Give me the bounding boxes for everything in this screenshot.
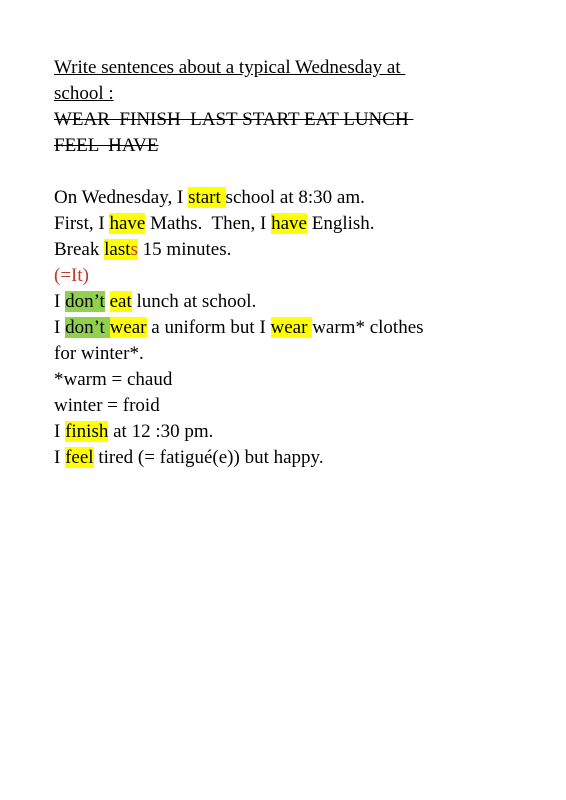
- instruction-line-1: Write sentences about a typical Wednesday at: [54, 57, 406, 78]
- highlighted-verb: have: [271, 213, 307, 234]
- sentence-text: On Wednesday, I: [54, 187, 189, 208]
- verb-ending-s: s: [130, 239, 138, 260]
- sentence-text: tired (= fatigué(e)) but happy.: [93, 447, 324, 468]
- sentence-text: 15 minutes.: [137, 239, 232, 260]
- sentence-2: [54, 211, 534, 237]
- blank-line: [54, 159, 534, 185]
- negation-highlight: don’t: [65, 291, 105, 312]
- sentence-4: [54, 289, 534, 315]
- sentence-1: [54, 185, 534, 211]
- sentence-text: a uniform but I: [146, 317, 271, 338]
- sentence-text: Maths. Then, I: [145, 213, 272, 234]
- subject-note: (=It): [54, 265, 89, 286]
- sentence-7: [54, 445, 534, 471]
- highlighted-verb: have: [109, 213, 146, 234]
- sentence-6: [54, 419, 534, 445]
- sentence-text: I: [54, 317, 66, 338]
- sentence-5: [54, 315, 534, 341]
- sentence-text: First, I: [54, 213, 110, 234]
- glossary-warm: *warm = chaud: [54, 369, 173, 390]
- highlighted-verb: wear: [270, 317, 313, 338]
- sentence-text: warm* clothes: [312, 317, 424, 338]
- sentence-text: I: [54, 421, 66, 442]
- sentence-text: English.: [306, 213, 375, 234]
- highlighted-verb: start: [188, 187, 226, 208]
- sentence-text: Break: [54, 239, 105, 260]
- glossary-winter: winter = froid: [54, 395, 160, 416]
- highlighted-verb: eat: [109, 291, 132, 312]
- highlighted-verb: feel: [65, 447, 94, 468]
- word-bank-line-1: WEAR FINISH LAST START EAT LUNCH: [54, 109, 414, 130]
- sentence-5-continued: for winter*.: [54, 343, 144, 364]
- highlighted-verb: [104, 239, 138, 260]
- worksheet-page: [54, 55, 534, 471]
- instruction-line-2: school :: [54, 83, 114, 104]
- negation-highlight: don’t: [65, 317, 110, 338]
- sentence-text: lunch at school.: [131, 291, 257, 312]
- highlighted-verb: wear: [109, 317, 147, 338]
- sentence-text: [105, 291, 110, 312]
- highlighted-verb: finish: [65, 421, 109, 442]
- verb-stem: last: [104, 239, 131, 260]
- word-bank-line-2: FEEL HAVE: [54, 135, 159, 156]
- sentence-text: I: [54, 447, 66, 468]
- sentence-text: at 12 :30 pm.: [108, 421, 214, 442]
- sentence-text: I: [54, 291, 66, 312]
- sentence-3: [54, 237, 534, 263]
- sentence-text: school at 8:30 am.: [225, 187, 365, 208]
